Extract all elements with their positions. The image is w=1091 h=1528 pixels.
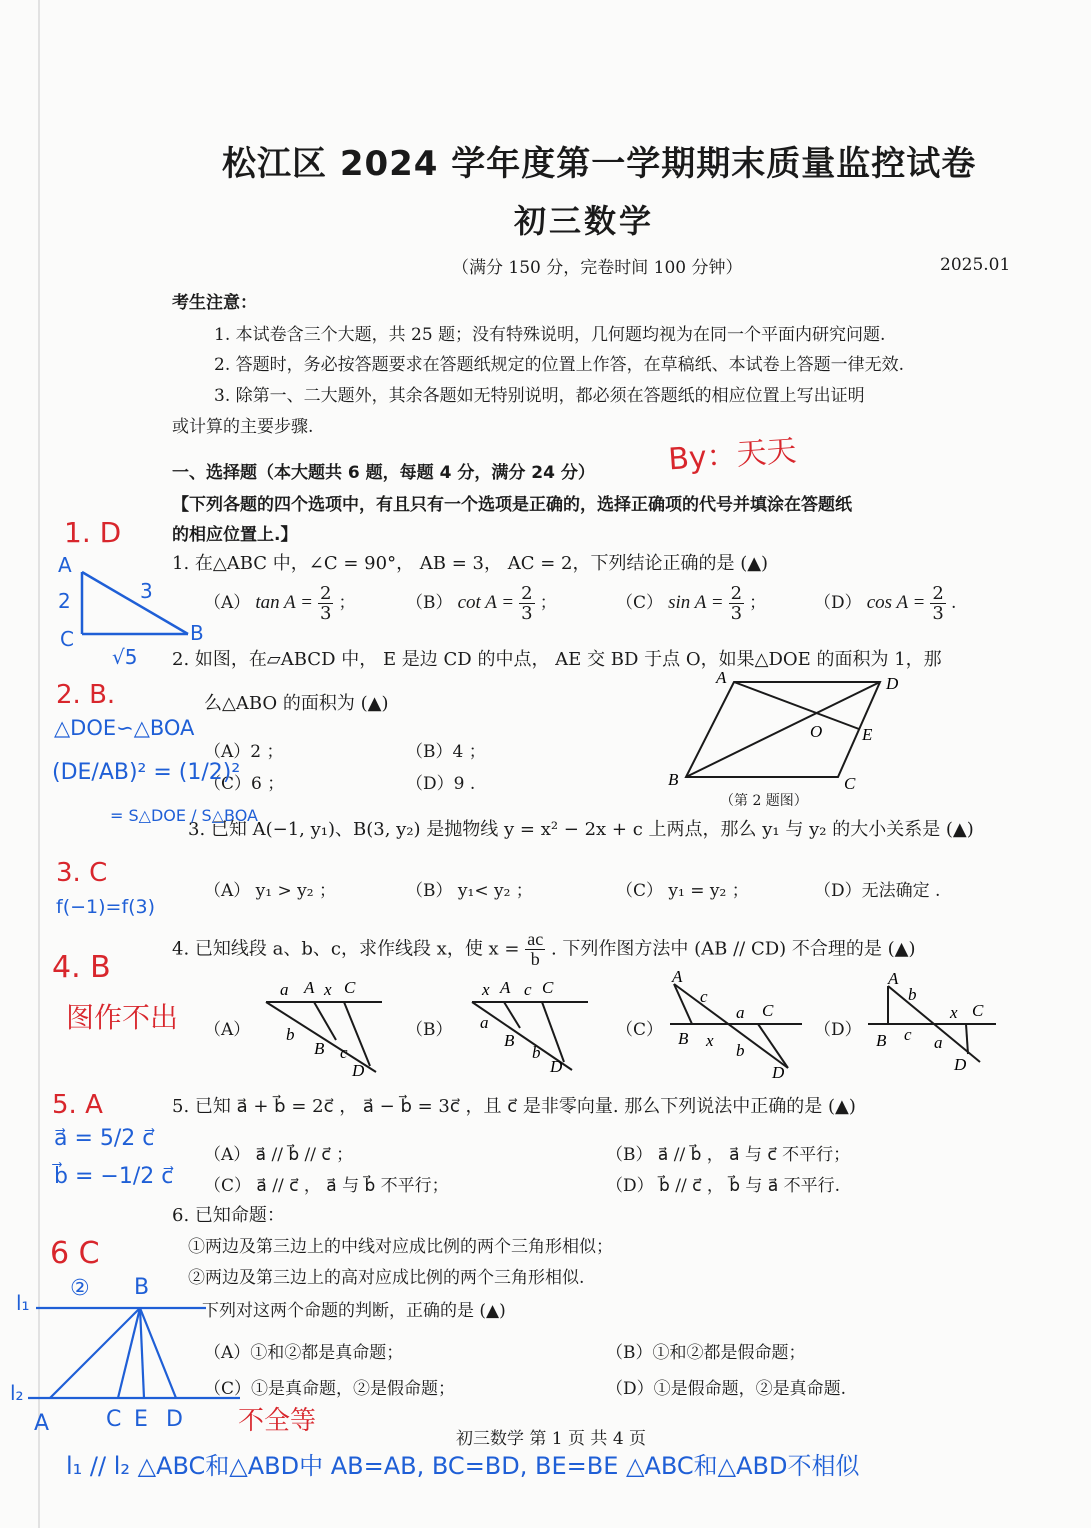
svg-text:c: c — [524, 980, 532, 999]
q2-figure-caption: （第 2 题图） — [720, 793, 808, 809]
q4-option-d-label: （D） — [814, 1020, 862, 1040]
svg-text:a: a — [280, 980, 289, 999]
hand-answer-6: 6 C — [50, 1236, 100, 1271]
q2-line-2: 么△ABO 的面积为 (▲) — [204, 693, 389, 714]
svg-text:c: c — [700, 987, 708, 1006]
page-footer: 初三数学 第 1 页 共 4 页 — [456, 1429, 647, 1449]
hand-note-5a: a⃗ = 5/2 c⃗ — [54, 1126, 155, 1151]
svg-text:3: 3 — [140, 579, 153, 603]
svg-text:x: x — [324, 980, 332, 999]
svg-text:c: c — [340, 1043, 348, 1062]
hand-note-2b: (DE/AB)² = (1/2)² — [52, 760, 241, 785]
q4-option-c-label: （C） — [616, 1020, 664, 1040]
svg-text:A: A — [304, 978, 315, 997]
q5-option-b: （B） a⃗ // b⃗ ， a⃗ 与 c⃗ 不平行； — [606, 1145, 851, 1165]
q2-parallelogram-figure — [660, 665, 910, 805]
q2-option-c: （C）6 ； — [204, 774, 285, 794]
hand-note-6-bottom: l₁ // l₂ △ABC和△ABD中 AB=AB, BC=BD, BE=BE △ABC和△ABD不相似 — [66, 1452, 860, 1480]
svg-text:C: C — [344, 978, 356, 997]
svg-text:b: b — [286, 1025, 295, 1044]
q2-label-c: C — [844, 774, 856, 793]
q3-stem: 3. 已知 A(−1, y₁)、B(3, y₂) 是抛物线 y = x² − 2x + c 上两点，那么 y₁ 与 y₂ 的大小关系是 (▲) — [188, 819, 974, 840]
q2-label-d: D — [886, 674, 899, 693]
svg-text:a: a — [480, 1013, 489, 1032]
q1-stem: 1. 在△ABC 中，∠C = 90°， AB = 3， AC = 2，下列结论正确的是 (▲) — [172, 553, 769, 574]
notice-item-4: 或计算的主要步骤. — [172, 417, 314, 437]
q4-figure-b — [464, 972, 594, 1080]
svg-text:A: A — [58, 553, 72, 577]
q2-label-e: E — [862, 725, 873, 744]
hand-answer-2: 2. B. — [56, 680, 116, 710]
q4-figure-d — [862, 964, 1002, 1080]
q6-option-d: （D）①是假命题，②是真命题. — [606, 1379, 847, 1399]
q4-stem: 4. 已知线段 a、b、c，求作线段 x，使 x = $\frac{ac}{b}$ . 下列作图方法中 (AB // CD) 不合理的是 (▲) — [172, 929, 916, 969]
q2-line-1: 2. 如图，在▱ABCD 中， E 是边 CD 的中点， AE 交 BD 于点 O，如果△DOE 的面积为 1，那 — [172, 649, 942, 670]
svg-text:2: 2 — [58, 589, 71, 613]
q2-option-b: （B）4 ； — [406, 742, 486, 762]
svg-text:c: c — [904, 1025, 912, 1044]
q2-option-a: （A）2 ； — [204, 742, 284, 762]
section-instruction-2: 的相应位置上.】 — [172, 525, 298, 545]
hand-parallel-lines-sketch — [10, 1270, 260, 1440]
hand-answer-4: 4. B — [52, 950, 111, 985]
svg-text:a: a — [934, 1033, 943, 1052]
q6-option-a: （A）①和②都是真命题； — [204, 1343, 404, 1363]
notice-heading: 考生注意： — [172, 293, 257, 313]
svg-text:√5: √5 — [112, 645, 138, 669]
q5-stem: 5. 已知 a⃗ + b⃗ = 2c⃗ ， a⃗ − b⃗ = 3c⃗ ，且 c⃗ 是非零向量. 那么下列说法中正确的是 (▲) — [172, 1096, 856, 1117]
q6-option-c: （C）①是真命题，②是假命题； — [204, 1379, 456, 1399]
q5-option-c: （C） a⃗ // c⃗ ， a⃗ 与 b⃗ 不平行； — [204, 1176, 449, 1196]
hand-note-3: f(−1)=f(3) — [56, 896, 156, 918]
svg-text:B: B — [876, 1031, 887, 1050]
svg-text:B: B — [678, 1029, 689, 1048]
notice-item-1: 1. 本试卷含三个大题，共 25 题；没有特殊说明，几何题均视为在同一个平面内研究问题. — [214, 325, 886, 345]
q1-option-b: （B） cot A = $\frac{2}{3}$ ； — [406, 583, 557, 624]
svg-text:B: B — [314, 1039, 325, 1058]
q2-option-d: （D）9 . — [406, 774, 476, 794]
q6-option-b: （B）①和②都是假命题； — [606, 1343, 806, 1363]
hand-circle-2: ② — [70, 1276, 90, 1301]
svg-text:C: C — [972, 1001, 984, 1020]
svg-text:l₂: l₂ — [10, 1381, 24, 1405]
q3-option-c: （C） y₁ = y₂ ； — [616, 881, 749, 901]
svg-text:C: C — [762, 1001, 774, 1020]
q3-option-d: （D）无法确定 . — [814, 881, 941, 901]
q4-option-a-label: （A） — [204, 1020, 251, 1040]
section-instruction-1: 【下列各题的四个选项中，有且只有一个选项是正确的，选择正确项的代号并填涂在答题纸 — [172, 495, 852, 515]
q4-figure-c — [664, 964, 808, 1080]
svg-text:D: D — [772, 1063, 785, 1080]
svg-text:D: D — [166, 1407, 183, 1432]
hand-note-4: 图作不出 — [66, 1001, 179, 1034]
svg-text:B: B — [190, 621, 204, 645]
svg-text:A: A — [500, 978, 511, 997]
q4-figure-a — [258, 972, 388, 1080]
svg-text:A: A — [672, 967, 683, 986]
notice-item-3: 3. 除第一、二大题外，其余各题如无特别说明，都必须在答题纸的相应位置上写出证明 — [214, 386, 865, 406]
q6-stem: 6. 已知命题： — [172, 1205, 285, 1226]
svg-text:C: C — [106, 1407, 122, 1432]
exam-meta: （满分 150 分，完卷时间 100 分钟） — [452, 258, 743, 278]
hand-note-2a: △DOE∽△BOA — [54, 716, 195, 740]
svg-text:D: D — [954, 1055, 967, 1074]
q3-option-b: （B） y₁< y₂ ； — [406, 881, 533, 901]
q3-option-a: （A） y₁ > y₂ ； — [204, 881, 336, 901]
hand-note-6: 不全等 — [238, 1406, 317, 1436]
hand-author: By：天天 — [667, 433, 798, 478]
svg-text:C: C — [60, 627, 74, 651]
svg-text:A: A — [888, 969, 899, 988]
svg-text:a: a — [736, 1003, 745, 1022]
svg-text:D: D — [352, 1061, 365, 1080]
svg-text:A: A — [34, 1411, 50, 1436]
svg-text:C: C — [542, 978, 554, 997]
section-heading: 一、选择题（本大题共 6 题，每题 4 分，满分 24 分） — [172, 463, 595, 483]
exam-title: 松江区 2024 学年度第一学期期末质量监控试卷 — [222, 144, 977, 184]
q2-label-o: O — [810, 722, 823, 741]
svg-text:D: D — [550, 1057, 563, 1076]
svg-text:x: x — [706, 1031, 714, 1050]
q1-option-a: （A） tan A = $\frac{2}{3}$ ； — [204, 583, 356, 624]
q5-option-d: （D） b⃗ // c⃗ ， b⃗ 与 a⃗ 不平行. — [606, 1176, 841, 1196]
notice-item-2: 2. 答题时，务必按答题要求在答题纸规定的位置上作答，在草稿纸、本试卷上答题一律无效. — [214, 355, 905, 375]
svg-text:B: B — [134, 1275, 150, 1300]
q1-option-c: （C） sin A = $\frac{2}{3}$ ； — [616, 583, 767, 624]
hand-answer-3: 3. C — [56, 858, 108, 888]
hand-triangle-sketch — [50, 550, 220, 670]
q6-prop-1: ①两边及第三边上的中线对应成比例的两个三角形相似； — [188, 1237, 613, 1257]
svg-text:b: b — [908, 985, 917, 1004]
svg-text:b: b — [736, 1041, 745, 1060]
q6-prop-2: ②两边及第三边上的高对应成比例的两个三角形相似. — [188, 1268, 585, 1288]
hand-answer-5: 5. A — [52, 1090, 103, 1120]
q2-label-a: A — [716, 668, 727, 687]
svg-text:l₁: l₁ — [16, 1291, 30, 1315]
svg-text:x: x — [950, 1003, 958, 1022]
svg-text:E: E — [134, 1407, 148, 1432]
hand-note-2c: = S△DOE / S△BOA — [110, 806, 258, 825]
hand-note-5b: b⃗ = −1/2 c⃗ — [54, 1164, 174, 1189]
svg-text:b: b — [532, 1043, 541, 1062]
hand-answer-1: 1. D — [64, 516, 122, 549]
q2-label-b: B — [668, 770, 679, 789]
q6-question: 下列对这两个命题的判断，正确的是 (▲) — [202, 1301, 506, 1321]
svg-text:x: x — [482, 980, 490, 999]
exam-subtitle: 初三数学 — [514, 202, 655, 240]
svg-text:B: B — [504, 1031, 515, 1050]
q5-option-a: （A） a⃗ // b⃗ // c⃗ ； — [204, 1145, 354, 1165]
q4-option-b-label: （B） — [406, 1020, 453, 1040]
q1-option-d: （D） cos A = $\frac{2}{3}$ . — [814, 583, 957, 624]
exam-date: 2025.01 — [940, 255, 1011, 275]
